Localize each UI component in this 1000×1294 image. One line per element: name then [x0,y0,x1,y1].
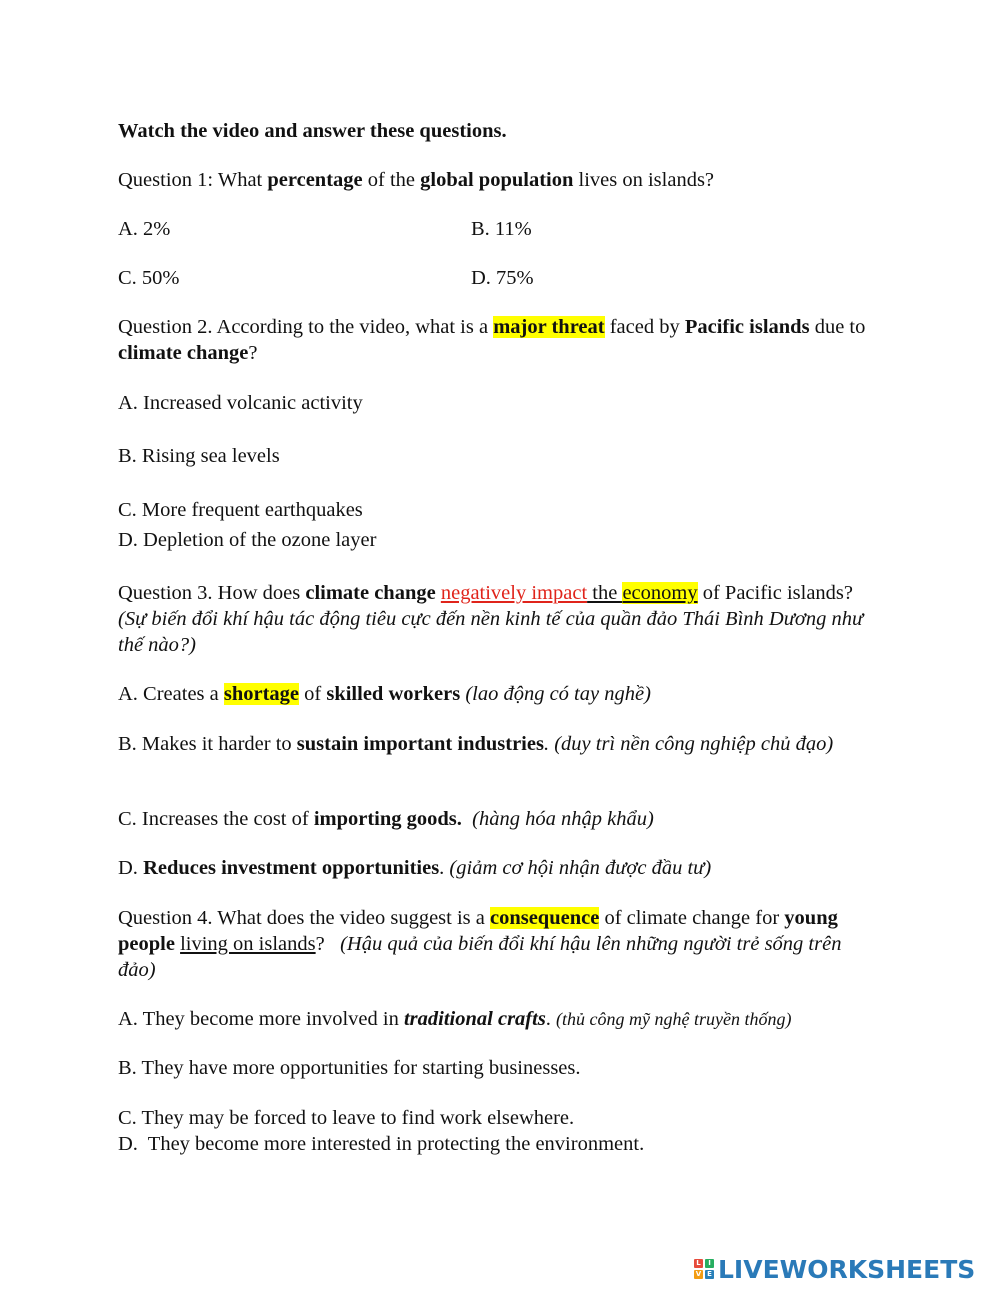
q4-option-a[interactable]: A. They become more involved in traditional crafts. (thủ công mỹ nghệ truyền thống) [118,1008,792,1030]
q2-option-a[interactable]: A. Increased volcanic activity [118,392,363,414]
q3-translation: (Sự biến đổi khí hậu tác động tiêu cực đến nền kinh tế của quần đảo Thái Bình Dương như thế nào?) [118,608,864,656]
q2-option-c[interactable]: C. More frequent earthquakes [118,499,363,521]
q4-option-c[interactable]: C. They may be forced to leave to find work elsewhere. [118,1107,575,1129]
q3-option-a[interactable]: A. Creates a shortage of skilled workers (lao động có tay nghề) [118,683,651,705]
q1-option-c[interactable]: C. 50% [118,267,180,289]
q2-option-d[interactable]: D. Depletion of the ozone layer [118,529,377,551]
q3-option-b[interactable]: B. Makes it harder to sustain important industries. (duy trì nền công nghiệp chủ đạo) [118,733,834,755]
logo-text: LIVEWORKSHEETS [718,1254,976,1284]
q3-option-d[interactable]: D. Reduces investment opportunities. (giảm cơ hội nhận được đầu tư) [118,857,712,879]
q1-options-row-2 [118,265,878,291]
question-3: Question 3. How does climate change negatively impact the economy of Pacific islands? (Sự biến đổi khí hậu tác động tiêu cực đến nền kinh tế của quần đảo Thái Bình Dương như thế nào?) [118,582,864,656]
question-4: Question 4. What does the video suggest is a consequence of climate change for young people living on islands? (Hậu quả của biến đổi khí hậu lên những người trẻ sống trên đảo) [118,907,842,981]
liveworksheets-logo [694,1254,975,1284]
q1-option-a[interactable]: A. 2% [118,218,171,240]
q3-option-c[interactable]: C. Increases the cost of importing goods. (hàng hóa nhập khẩu) [118,808,654,830]
q2-option-b[interactable]: B. Rising sea levels [118,445,280,467]
question-1: Question 1: What percentage of the global population lives on islands? [118,169,715,191]
q1-option-b[interactable]: B. 11% [471,218,532,240]
q1-option-d[interactable]: D. 75% [471,267,534,289]
instruction: Watch the video and answer these questions. [118,120,507,142]
q4-option-b[interactable]: B. They have more opportunities for starting businesses. [118,1057,581,1079]
logo-badge-icon: L I V E [694,1259,714,1279]
question-2: Question 2. According to the video, what is a major threat faced by Pacific islands due to climate change? [118,316,866,364]
q4-option-d[interactable]: D. They become more interested in protecting the environment. [118,1133,645,1155]
q4-translation: (Hậu quả của biến đổi khí hậu lên những người trẻ sống trên đảo) [118,933,842,981]
q1-options-row-1 [118,216,878,242]
